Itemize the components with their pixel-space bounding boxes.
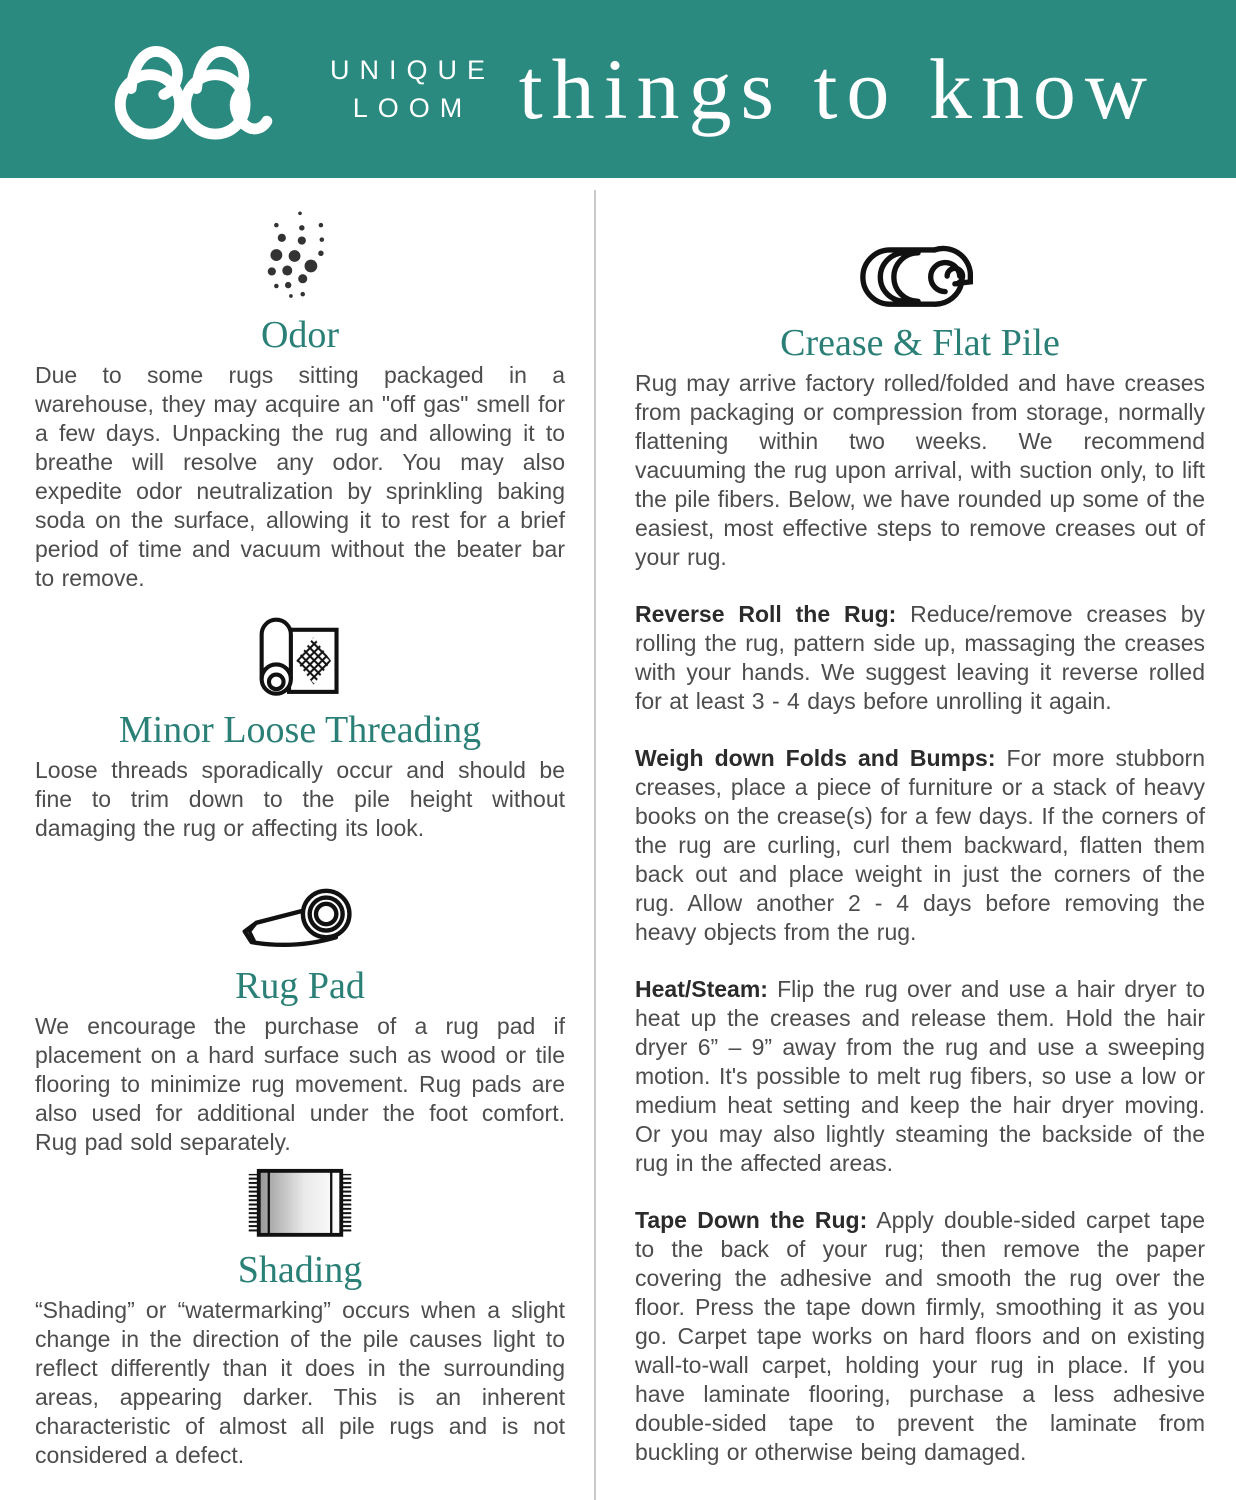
shading-heading: Shading bbox=[237, 1249, 363, 1291]
right-column bbox=[635, 200, 1205, 1467]
rug-pad-heading: Rug Pad bbox=[235, 965, 365, 1007]
tip-reverse-roll-label: Reverse Roll the Rug: bbox=[635, 601, 897, 627]
tip-tape-down-label: Tape Down the Rug: bbox=[635, 1207, 868, 1233]
odor-icon-wrap bbox=[35, 206, 565, 306]
tip-heat-steam bbox=[635, 975, 1205, 1178]
page-title: things to know bbox=[518, 41, 1156, 137]
crease-heading: Crease & Flat Pile bbox=[780, 322, 1060, 364]
rolled-rug-crosshatch-icon bbox=[244, 617, 356, 701]
shading-icon-wrap bbox=[35, 1167, 565, 1241]
unique-loom-logo-icon bbox=[95, 37, 300, 141]
tip-weigh-down-label: Weigh down Folds and Bumps: bbox=[635, 745, 996, 771]
rug-pad-roll-icon bbox=[237, 873, 363, 957]
brand bbox=[95, 37, 495, 141]
section-rug-pad bbox=[35, 871, 565, 1157]
odor-body: Due to some rugs sitting packaged in a warehouse, they may acquire an "off gas" smell for a few days. Unpacking the rug and allowing it to breathe will resolve any odor. You may also expedite odor neutralization by sprinkling baking soda on the surface, allowing it to rest for a brief period of time and vacuum without the beater bar to remove. bbox=[35, 362, 565, 591]
odor-dots-icon bbox=[236, 206, 364, 306]
header-banner bbox=[0, 0, 1236, 178]
section-crease-flat-pile bbox=[635, 242, 1205, 1467]
tip-heat-steam-text: Flip the rug over and use a hair dryer to heat up the creases and release them. Hold the hair dryer 6” – 9” away from the rug and use a sweeping motion. It's possible to melt rug fibers, so use a low or medium heat setting and keep the hair dryer moving. Or you may also lightly steaming the backside of the rug in the affected areas. bbox=[635, 976, 1205, 1176]
tip-weigh-down-text: For more stubborn creases, place a piece of furniture or a stack of heavy books on the crease(s) for a few days. If the corners of the rug are curling, curl them backward, flatten them back out and place weight in just the corners of the rug. Allow another 2 - 4 days before removing the heavy objects from the rug. bbox=[635, 745, 1205, 945]
tip-tape-down-text: Apply double-sided carpet tape to the back of your rug; then remove the paper covering the adhesive and smooth the rug over the floor. Press the tape down firmly, smoothing it as you go. Carpet tape works on hard floors and on existing wall-to-wall carpet, holding your rug in place. If you have laminate flooring, purchase a less adhesive double-sided tape to prevent the laminate from buckling or otherwise being damaged. bbox=[635, 1207, 1205, 1465]
section-minor-loose-threading bbox=[35, 615, 565, 843]
shaded-rug-icon bbox=[239, 1167, 361, 1241]
rug-pad-icon-wrap bbox=[35, 871, 565, 957]
threading-icon-wrap bbox=[35, 615, 565, 701]
section-odor bbox=[35, 206, 565, 593]
tip-weigh-down bbox=[635, 744, 1205, 947]
left-column bbox=[35, 200, 565, 1470]
shading-body: “Shading” or “watermarking” occurs when a slight change in the direction of the pile causes light to reflect differently than it does in the surrounding areas, appearing darker. This is an inherent characteristic of almost all pile rugs and is not considered a defect. bbox=[35, 1297, 565, 1468]
rug-pad-body: We encourage the purchase of a rug pad if placement on a hard surface such as wood or tile flooring to minimize rug movement. Rug pads are also used for additional under the foot comfort. Rug pad sold separately. bbox=[35, 1013, 565, 1155]
crease-intro: Rug may arrive factory rolled/folded and have creases from packaging or compression from storage, normally flattening within two weeks. We recommend vacuuming the rug upon arrival, with suction only, to lift the pile fibers. Below, we have rounded up some of the easiest, most effective steps to remove creases out of your rug. bbox=[635, 370, 1205, 570]
tip-heat-steam-label: Heat/Steam: bbox=[635, 976, 768, 1002]
tip-tape-down bbox=[635, 1206, 1205, 1467]
rolled-rug-spiral-icon bbox=[859, 244, 981, 314]
tip-reverse-roll-text: Reduce/remove creases by rolling the rug, pattern side up, massaging the creases with your hands. We suggest leaving it reverse rolled for at least 3 - 4 days before unrolling it again. bbox=[635, 601, 1206, 714]
brand-line-2: LOOM bbox=[352, 93, 473, 123]
section-shading bbox=[35, 1167, 565, 1470]
threading-body: Loose threads sporadically occur and should be fine to trim down to the pile height without damaging the rug or affecting its look. bbox=[35, 757, 565, 841]
brand-line-1: UNIQUE bbox=[330, 55, 496, 85]
crease-icon-wrap bbox=[635, 242, 1205, 314]
brand-name bbox=[330, 51, 495, 127]
threading-heading: Minor Loose Threading bbox=[118, 709, 482, 751]
odor-heading: Odor bbox=[260, 314, 340, 356]
content-area bbox=[0, 178, 1236, 1500]
column-divider bbox=[594, 190, 596, 1500]
tip-reverse-roll bbox=[635, 600, 1205, 716]
